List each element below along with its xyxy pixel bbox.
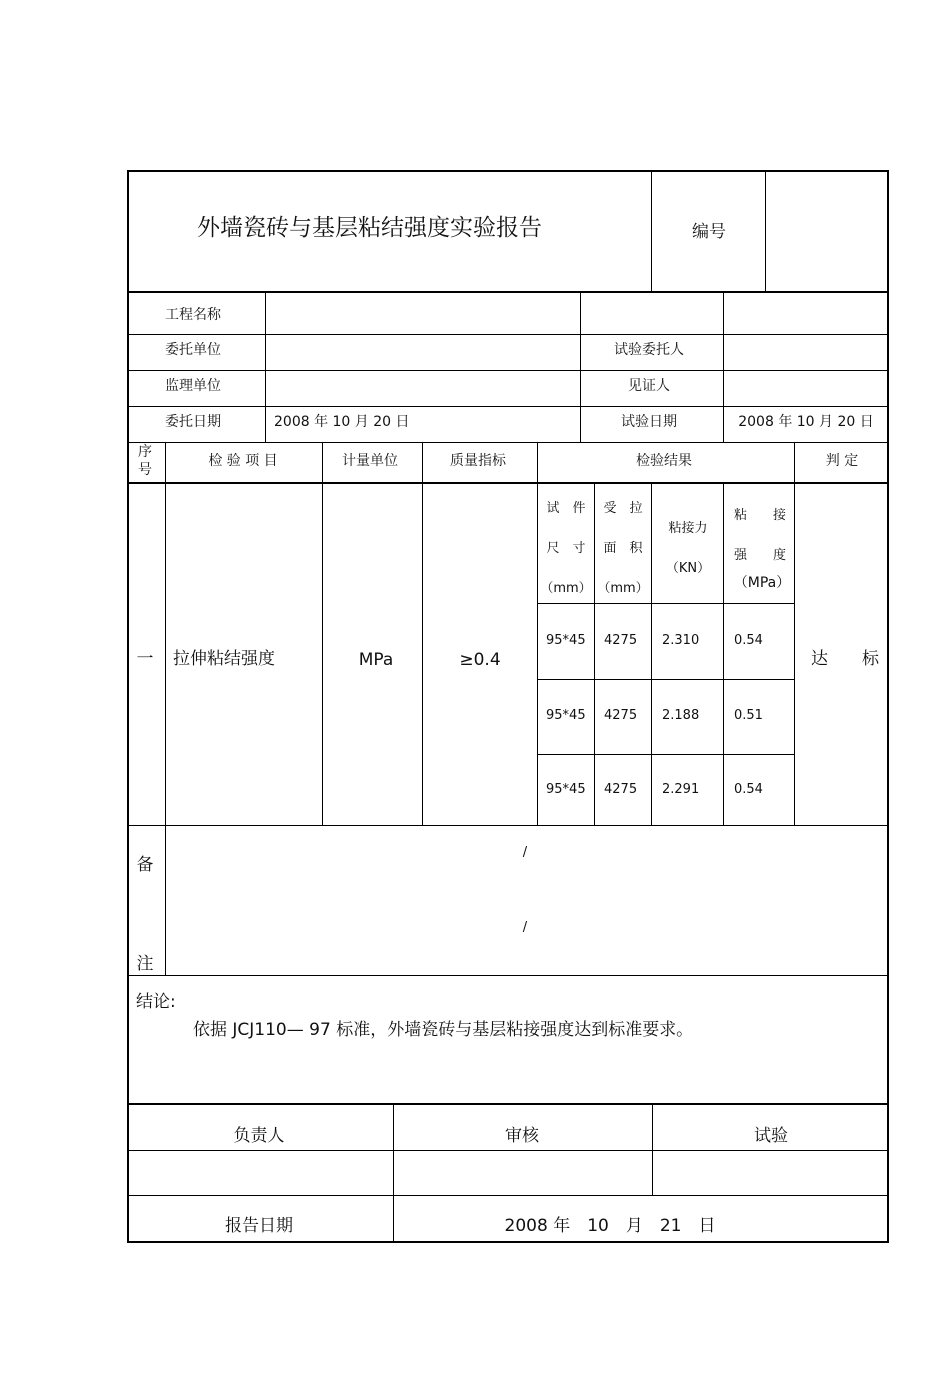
report-date-label: 报告日期 [225, 1216, 293, 1236]
area-header-line3: （mm） [597, 581, 649, 596]
test-quality-index: ≥0.4 [459, 650, 501, 670]
divider-remarks [127, 825, 889, 826]
unit-header: 计量单位 [342, 453, 398, 469]
divider-info-4 [127, 442, 889, 443]
conclusion-text: 依据 JCJ110— 97 标准，外墙瓷砖与基层粘接强度达到标准要求。 [193, 1020, 694, 1040]
remarks-line2: / [522, 920, 528, 935]
test-item: 拉伸粘结强度 [173, 649, 275, 669]
divider-report-date [127, 1195, 889, 1196]
vline-area [651, 482, 652, 825]
strength-header-line2: 强 度 [733, 548, 787, 563]
divider-table-header [127, 482, 889, 484]
test-client-person-label: 试验委托人 [614, 342, 684, 358]
force-header-line2: （KN） [665, 561, 711, 576]
test-date-value[interactable]: 2008 年 10 月 20 日 [738, 414, 874, 430]
test-seq: 一 [136, 649, 154, 669]
vline-title-1 [651, 170, 652, 291]
area-header-line1: 受 拉 [603, 501, 643, 516]
conclusion-label: 结论: [136, 992, 176, 1012]
row1-strength: 0.54 [734, 633, 763, 648]
row3-size: 95*45 [546, 782, 586, 797]
vline-unit [422, 442, 423, 825]
vline-size [594, 482, 595, 825]
vline-title-2 [765, 170, 766, 291]
responsible-label: 负责人 [233, 1126, 285, 1146]
client-label: 委托单位 [165, 342, 221, 358]
report-frame [127, 170, 889, 1243]
vline-sign-2 [652, 1103, 653, 1195]
row1-force: 2.310 [662, 633, 700, 648]
supervisor-label: 监理单位 [165, 378, 221, 394]
test-label: 试验 [754, 1126, 788, 1146]
remarks-label-bottom: 注 [136, 954, 154, 974]
divider-info-1 [127, 334, 889, 335]
divider-signatures [127, 1103, 889, 1105]
review-label: 审核 [505, 1126, 539, 1146]
vline-info-2 [580, 291, 581, 442]
row2-size: 95*45 [546, 708, 586, 723]
row3-force: 2.291 [662, 782, 700, 797]
divider-row-2 [537, 754, 795, 755]
vline-result [794, 442, 795, 825]
judgment-header: 判 定 [825, 453, 859, 469]
report-title: 外墙瓷砖与基层粘结强度实验报告 [197, 215, 542, 241]
witness-label: 见证人 [628, 378, 670, 394]
vline-force [723, 482, 724, 825]
divider-info-2 [127, 370, 889, 371]
strength-header-line3: （MPa） [733, 575, 791, 591]
remarks-line1: / [522, 845, 528, 860]
row2-area: 4275 [604, 708, 638, 723]
row1-area: 4275 [604, 633, 638, 648]
commission-date-label: 委托日期 [165, 414, 221, 430]
vline-info-1 [265, 291, 266, 442]
quality-index-header: 质量指标 [450, 453, 506, 469]
test-judgment: 达 标 [811, 649, 879, 669]
divider-info-3 [127, 406, 889, 407]
commission-date-value[interactable]: 2008 年 10 月 20 日 [274, 414, 410, 430]
report-date-value[interactable]: 2008 年 10 月 21 日 [504, 1216, 716, 1236]
vline-index [537, 442, 538, 825]
seq-header-line2: 号 [138, 462, 152, 478]
test-unit: MPa [358, 650, 394, 670]
test-date-label: 试验日期 [621, 414, 677, 430]
project-name-label: 工程名称 [165, 307, 221, 323]
divider-row-1 [537, 679, 795, 680]
divider-conclusion [127, 975, 889, 976]
strength-header-line1: 粘 接 [733, 508, 787, 523]
vline-seq [165, 442, 166, 975]
remarks-label-top: 备 [136, 855, 154, 875]
seq-header-line1: 序 [138, 444, 152, 460]
divider-title [127, 291, 889, 293]
row3-strength: 0.54 [734, 782, 763, 797]
number-label: 编号 [692, 222, 726, 242]
divider-sign-values [127, 1150, 889, 1151]
size-header-line1: 试 件 [546, 501, 586, 516]
row3-area: 4275 [604, 782, 638, 797]
force-header-line1: 粘接力 [668, 521, 708, 536]
row2-strength: 0.51 [734, 708, 763, 723]
vline-sign-1 [393, 1103, 394, 1243]
vline-item [322, 442, 323, 825]
size-header-line3: （mm） [540, 581, 592, 596]
result-header: 检验结果 [636, 453, 692, 469]
row2-force: 2.188 [662, 708, 700, 723]
size-header-line2: 尺 寸 [546, 541, 586, 556]
item-header: 检 验 项 目 [208, 453, 278, 469]
vline-info-3 [723, 291, 724, 442]
row1-size: 95*45 [546, 633, 586, 648]
area-header-line2: 面 积 [603, 541, 643, 556]
divider-subheader [537, 603, 795, 604]
